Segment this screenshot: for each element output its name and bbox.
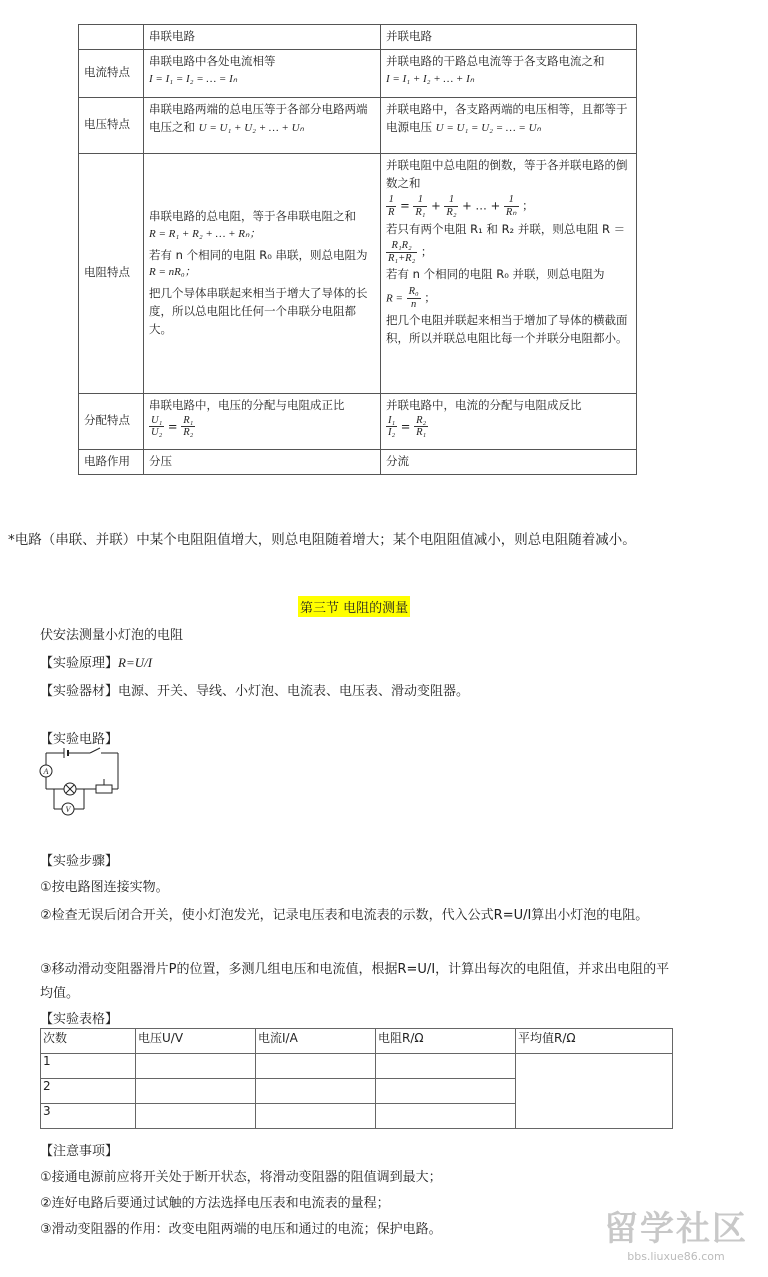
watermark-logo: 留学社区 bbs.liuxue86.com — [604, 1209, 748, 1263]
step-2: ②检查无误后闭合开关，使小灯泡发光，记录电压表和电流表的示数，代入公式R=U/I算出小灯泡的电阻。 — [40, 908, 649, 923]
comparison-table — [78, 24, 637, 475]
svg-text:V: V — [65, 805, 71, 814]
col-header-count: 次数 — [41, 1029, 136, 1054]
formula-reciprocal: $\frac{1}{R}$ = $\frac{1}{\text{R₁}}$ + $\frac{1}{\text{R₂}}$ + … + $\frac{1}{\text{Rₙ}}$ ； — [388, 194, 534, 218]
section-title: 第三节 电阻的测量 — [298, 596, 410, 617]
formula-n-parallel: R = $\frac{\text{R₀}}{n}$ ； — [386, 286, 436, 310]
parallel-voltage: 并联电路中，各支路两端的电压相等，且都等于电源电压 U = U₁ = U₂ = … = Uₙ — [381, 97, 637, 153]
parallel-distribution: 并联电路中，电流的分配与电阻成反比 $\frac{\text{I₁}}{\text{I₂}}$ = $\frac{\text{R₂}}{\text{R₁}}$ — [381, 393, 637, 449]
row-label-role: 电路作用 — [79, 449, 144, 474]
average-cell — [516, 1054, 673, 1129]
series-role: 分压 — [144, 449, 381, 474]
svg-text:A: A — [43, 767, 49, 776]
notice-1: ①接通电源前应将开关处于断开状态，将滑动变阻器的阻值调到最大； — [40, 1170, 442, 1185]
header-parallel: 并联电路 — [381, 25, 637, 50]
col-header-average: 平均值R/Ω — [516, 1029, 673, 1054]
notice-2: ②连好电路后要通过试触的方法选择电压表和电流表的量程； — [40, 1196, 390, 1211]
col-header-voltage: 电压U/V — [136, 1029, 256, 1054]
parallel-role: 分流 — [381, 449, 637, 474]
series-voltage: 串联电路两端的总电压等于各部分电路两端电压之和 U = U₁ + U₂ + … + Uₙ — [144, 97, 381, 153]
row-label-voltage: 电压特点 — [79, 97, 144, 153]
formula-two-parallel: $\frac{\text{R₁R₂}}{\text{R₁+R₂}}$ ； — [388, 240, 433, 264]
series-distribution: 串联电路中，电压的分配与电阻成正比 $\frac{\text{U₁}}{\text{U₂}}$ = $\frac{\text{R₁}}{\text{R₂}}$ — [144, 393, 381, 449]
experiment-table — [40, 1028, 673, 1129]
notice-label: 【注意事项】 — [40, 1144, 119, 1159]
step-3: ③移动滑动变阻器滑片P的位置，多测几组电压和电流值，根据R=U/I，计算出每次的电阻值，并求出电阻的平均值。 — [40, 962, 670, 1001]
notice-3: ③滑动变阻器的作用：改变电阻两端的电压和通过的电流；保护电路。 — [40, 1222, 442, 1237]
col-header-current: 电流I/A — [256, 1029, 376, 1054]
resistance-note: *电路（串联、并联）中某个电阻阻值增大，则总电阻随着增大；某个电阻阻值减小，则总电阻随着减小。 — [8, 532, 636, 548]
table-row: 3 — [41, 1104, 136, 1129]
series-current: 串联电路中各处电流相等 I = I₁ = I₂ = … = Iₙ — [144, 49, 381, 97]
series-resistance: 串联电路的总电阻，等于各串联电阻之和 R = R₁ + R₂ + … + Rₙ； 若有 n 个相同的电阻 R₀ 串联，则总电阻为 R = nR₀； 把几个导体串联起来相当于增大了导体的长度，所以总电阻比任何一个串联分电阻都大。 — [144, 153, 381, 393]
table-label: 【实验表格】 — [40, 1012, 119, 1027]
parallel-current: 并联电路的干路总电流等于各支路电流之和 I = I₁ + I₂ + … + Iₙ — [381, 49, 637, 97]
formula-parallel-ratio: $\frac{\text{I₁}}{\text{I₂}}$ = $\frac{\text{R₂}}{\text{R₁}}$ — [388, 414, 427, 439]
principle-line: 【实验原理】R=U/I — [40, 655, 153, 671]
col-header-resistance: 电阻R/Ω — [376, 1029, 516, 1054]
circuit-diagram — [38, 745, 122, 821]
steps-label: 【实验步骤】 — [40, 854, 119, 869]
formula-series-ratio: $\frac{\text{U₁}}{\text{U₂}}$ = $\frac{\text{R₁}}{\text{R₂}}$ — [151, 414, 194, 439]
table-row: 1 — [41, 1054, 136, 1079]
equipment-line: 【实验器材】电源、开关、导线、小灯泡、电流表、电压表、滑动变阻器。 — [40, 684, 470, 699]
step-1: ①按电路图连接实物。 — [40, 880, 169, 895]
header-empty — [79, 25, 144, 50]
row-label-resistance: 电阻特点 — [79, 153, 144, 393]
row-label-current: 电流特点 — [79, 49, 144, 97]
intro-text: 伏安法测量小灯泡的电阻 — [40, 628, 184, 643]
parallel-resistance: 并联电阻中总电阻的倒数，等于各并联电路的倒数之和 $\frac{1}{R}$ = $\frac{1}{\text{R₁}}$ + $\frac{1}{\text{R₂}}$ + … + $\frac{1}{\text{Rₙ}}$ ； 若只有两个电阻 R₁ 和 R₂ 并联，则总电阻 R ＝ $\frac{\text{R₁R₂}}{\text{R₁+R₂}}$ ； 若有 n 个相同的电阻 R₀ 并联，则总电阻为 R = $\frac{\text{R₀}}{n}$ ； 把几个电阻并联起来相当于增加了导体的横截面积，所以并联总电阻比每一个并联分电阻都小。 — [381, 153, 637, 393]
row-label-distribution: 分配特点 — [79, 393, 144, 449]
circuit-label: 【实验电路】 — [40, 732, 119, 747]
table-row: 2 — [41, 1079, 136, 1104]
header-series: 串联电路 — [144, 25, 381, 50]
